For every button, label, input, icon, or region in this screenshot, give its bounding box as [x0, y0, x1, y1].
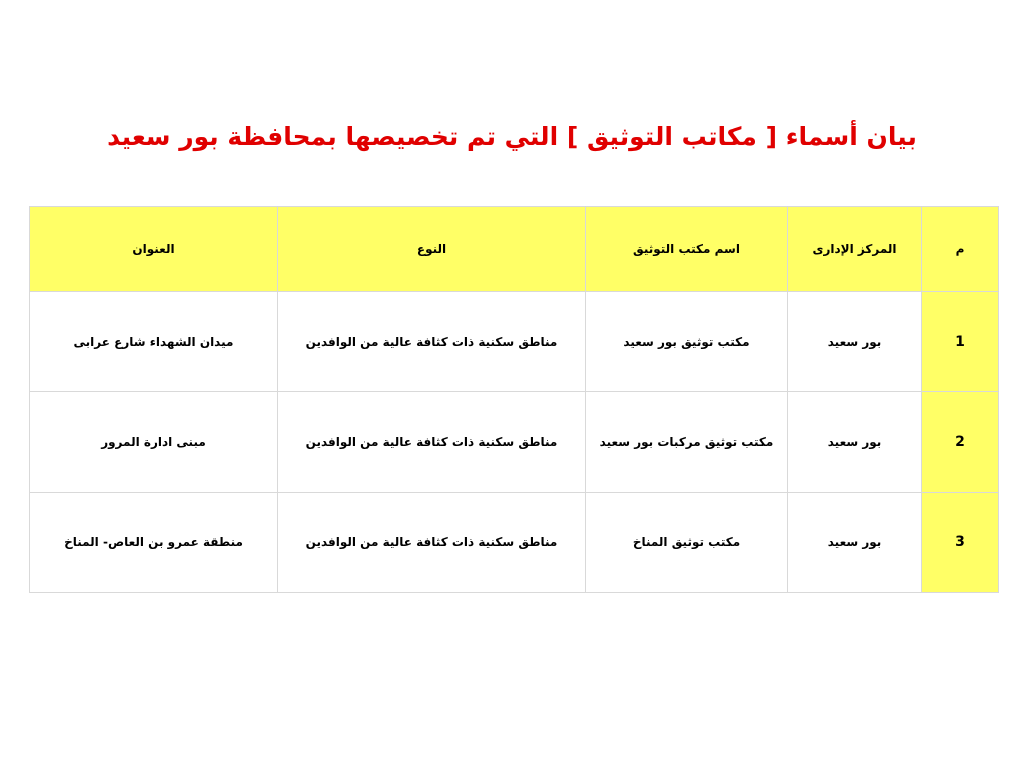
table-header-row [30, 207, 999, 292]
row-type: مناطق سكنية ذات كثافة عالية من الوافدين [278, 392, 586, 492]
table-row [30, 292, 999, 392]
row-num: 1 [922, 292, 999, 392]
row-address: منطقة عمرو بن العاص- المناخ [30, 492, 278, 592]
header-type: النوع [278, 207, 586, 292]
header-address: العنوان [30, 207, 278, 292]
row-address: مبنى ادارة المرور [30, 392, 278, 492]
header-center: المركز الإدارى [788, 207, 922, 292]
row-center: بور سعيد [788, 492, 922, 592]
row-office: مكتب توثيق بور سعيد [586, 292, 788, 392]
header-num: م [922, 207, 999, 292]
row-address: ميدان الشهداء شارع عرابى [30, 292, 278, 392]
page-title: بيان أسماء [ مكاتب التوثيق ] التي تم تخصيصها بمحافظة بور سعيد [107, 122, 917, 151]
row-type: مناطق سكنية ذات كثافة عالية من الوافدين [278, 292, 586, 392]
table-row [30, 492, 999, 592]
row-type: مناطق سكنية ذات كثافة عالية من الوافدين [278, 492, 586, 592]
row-office: مكتب توثيق المناخ [586, 492, 788, 592]
header-office: اسم مكتب التوثيق [586, 207, 788, 292]
row-num: 3 [922, 492, 999, 592]
row-num: 2 [922, 392, 999, 492]
row-center: بور سعيد [788, 392, 922, 492]
row-center: بور سعيد [788, 292, 922, 392]
table-row [30, 392, 999, 492]
row-office: مكتب توثيق مركبات بور سعيد [586, 392, 788, 492]
offices-table [29, 206, 999, 593]
